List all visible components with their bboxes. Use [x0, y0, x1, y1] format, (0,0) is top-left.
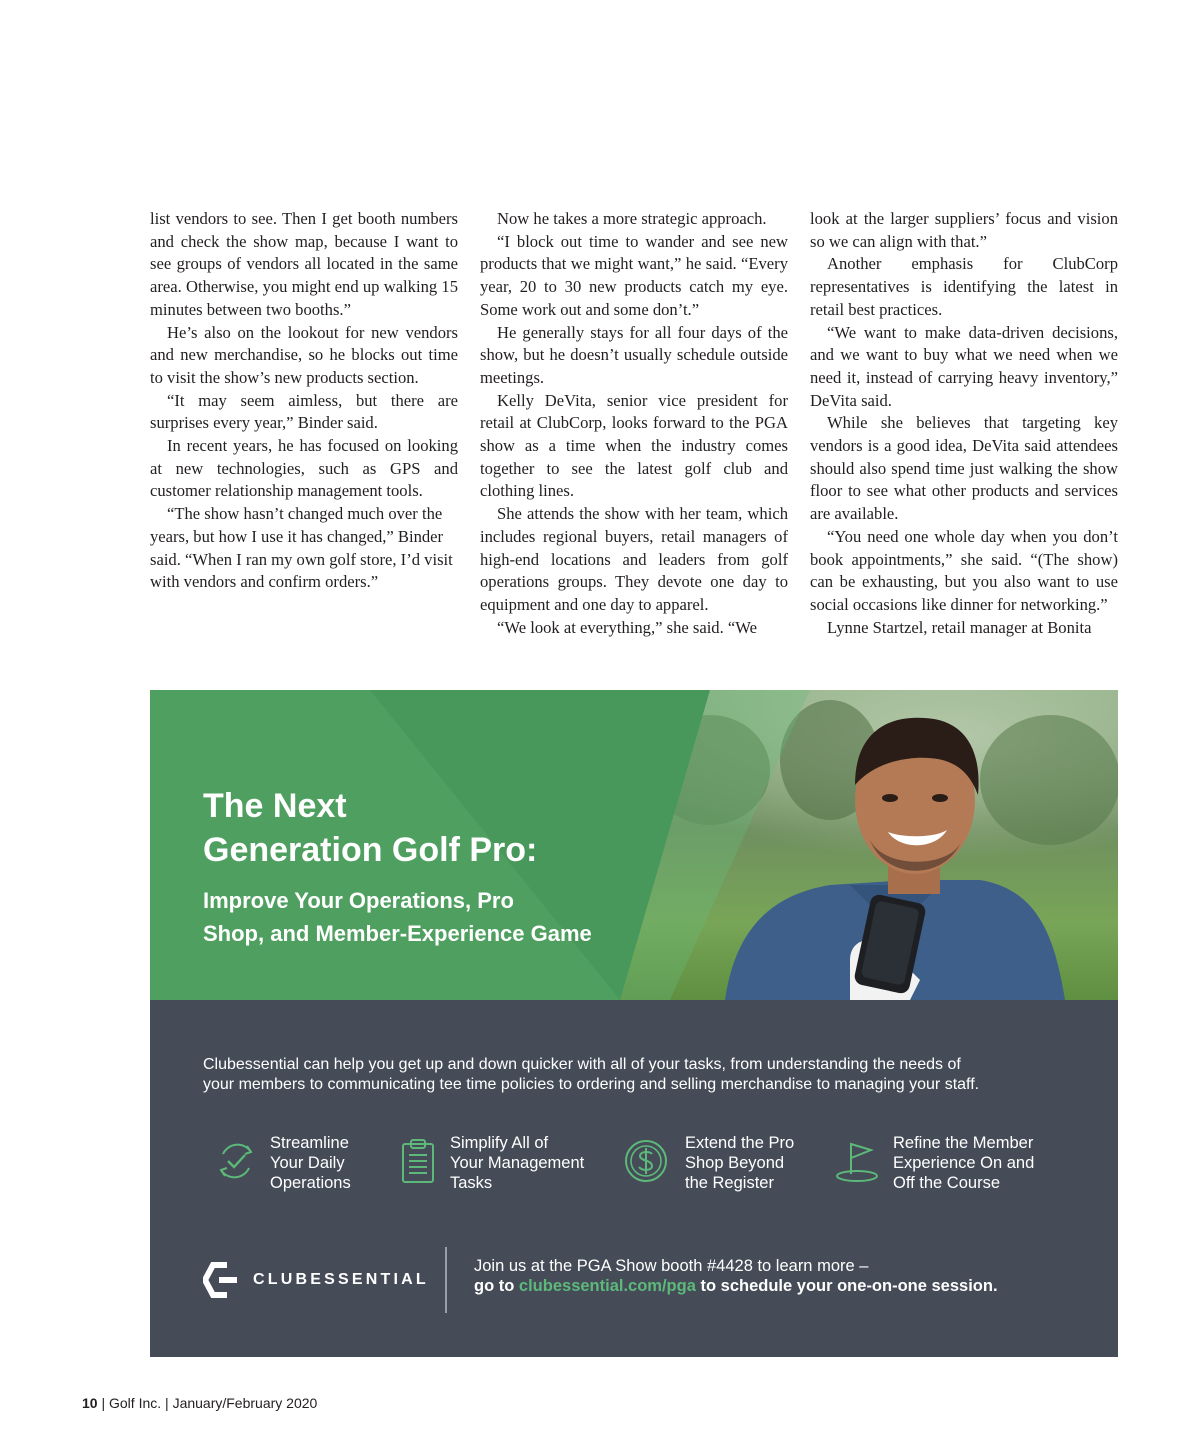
paragraph: “You need one whole day when you don’t book appointments,” she said. “(The show) can be exhausting, but you also want to use social occasions like dinner for networking.” — [810, 526, 1118, 614]
paragraph: He’s also on the lookout for new vendors and new merchandise, so he blocks out time to visit the show’s new products section. — [150, 322, 458, 387]
feature-label: Refine the Member Experience On and Off the Course — [893, 1134, 1035, 1192]
ad-description-line: Clubessential can help you get up and down quicker with all of your tasks, from understanding the needs of — [203, 1056, 961, 1073]
article-body — [150, 208, 1118, 668]
paragraph: list vendors to see. Then I get booth numbers and check the show map, because I want to see groups of vendors all located in the same area. Otherwise, you might end up walking 15 minutes between two booths.” — [150, 209, 458, 319]
feature-extend — [623, 1133, 823, 1193]
page-number: 10 — [82, 1395, 98, 1411]
paragraph: “We look at everything,” she said. “We — [497, 617, 757, 637]
ad-subtitle — [203, 884, 723, 950]
paragraph: “The show hasn’t changed much over the years, but how I use it has changed,” Binder said. “When I ran my own golf store, I’d visit with vendors and confirm orders.” — [150, 504, 453, 592]
clubessential-advertisement — [150, 690, 1118, 1357]
dollar-coin-icon — [623, 1138, 669, 1184]
cycle-check-icon — [213, 1138, 259, 1184]
ad-feature-list — [150, 1133, 1118, 1193]
ad-description-line: your members to communicating tee time policies to ordering and selling merchandise to managing your staff. — [203, 1076, 980, 1093]
paragraph: “It may seem aimless, but there are surprises every year,” Binder said. — [150, 390, 458, 433]
feature-simplify — [398, 1133, 608, 1193]
golf-flag-icon — [835, 1138, 881, 1184]
ad-subtitle-line: Improve Your Operations, Pro — [203, 888, 514, 913]
issue-date: January/February 2020 — [172, 1395, 318, 1411]
paragraph: Another emphasis for ClubCorp representatives is identifying the latest in retail best practices. — [810, 254, 1118, 319]
paragraph: Now he takes a more strategic approach. — [497, 209, 767, 228]
publication-name: Golf Inc. — [109, 1395, 162, 1411]
ad-title-line: The Next — [203, 787, 347, 825]
paragraph: In recent years, he has focused on looking at new technologies, such as GPS and customer relationship management tools. — [150, 436, 458, 501]
clipboard-icon — [398, 1138, 444, 1184]
page-footer — [82, 1394, 317, 1412]
paragraph: While she believes that targeting key vendors is a good idea, DeVita said attendees should also spend time just walking the show floor to see what other products and services are available. — [810, 413, 1118, 524]
paragraph: Lynne Startzel, retail manager at Bonita — [827, 617, 1092, 637]
paragraph: Kelly DeVita, senior vice president for retail at ClubCorp, looks forward to the PGA show as a time when the industry comes together to see the latest golf club and clothing lines. — [480, 390, 788, 501]
cta-line: Join us at the PGA Show booth #4428 to learn more – — [474, 1257, 869, 1275]
ad-subtitle-line: Shop, and Member-Experience Game — [203, 921, 592, 946]
clubessential-logo-icon — [203, 1262, 239, 1298]
article-column-1 — [150, 208, 458, 594]
paragraph: He generally stays for all four days of the show, but he doesn’t usually schedule outside meetings. — [480, 322, 788, 387]
feature-label: Simplify All of Your Management Tasks — [450, 1134, 585, 1192]
clubessential-wordmark: CLUBESSENTIAL — [253, 1271, 429, 1288]
ad-call-to-action — [474, 1256, 1094, 1296]
ad-headline-group — [203, 784, 723, 950]
ad-hero-banner — [150, 690, 1118, 1000]
footer-separator: | — [101, 1395, 109, 1411]
cta-line — [474, 1276, 1094, 1296]
cta-prefix: go to — [474, 1277, 515, 1295]
clubessential-logo — [203, 1262, 433, 1298]
ad-title-line: Generation Golf Pro: — [203, 831, 538, 869]
article-column-2 — [480, 208, 788, 639]
paragraph: “We want to make data-driven decisions, and we want to buy what we need when we need it, instead of carrying heavy inventory,” DeVita said. — [810, 322, 1118, 410]
footer-divider — [445, 1247, 447, 1313]
paragraph: She attends the show with her team, which includes regional buyers, retail managers of high-end locations and leaders from golf operations groups. They devote one day to equipment and one day to apparel. — [480, 504, 788, 614]
ad-description — [203, 1055, 1103, 1095]
paragraph: look at the larger suppliers’ focus and vision so we can align with that.” — [810, 209, 1118, 251]
paragraph: “I block out time to wander and see new products that we might want,” he said. “Every year, 20 to 30 new products catch my eye. Some work out and some don’t.” — [480, 231, 788, 319]
feature-label: Extend the Pro Shop Beyond the Register — [685, 1134, 795, 1192]
cta-suffix: to schedule your one-on-one session. — [700, 1277, 998, 1295]
feature-label: Streamline Your Daily Operations — [270, 1134, 351, 1192]
article-column-3 — [810, 208, 1118, 639]
feature-refine — [835, 1133, 1065, 1193]
ad-title — [203, 784, 723, 872]
clubessential-link[interactable]: clubessential.com/pga — [518, 1277, 696, 1295]
feature-streamline — [213, 1133, 383, 1193]
footer-separator: | — [165, 1395, 173, 1411]
